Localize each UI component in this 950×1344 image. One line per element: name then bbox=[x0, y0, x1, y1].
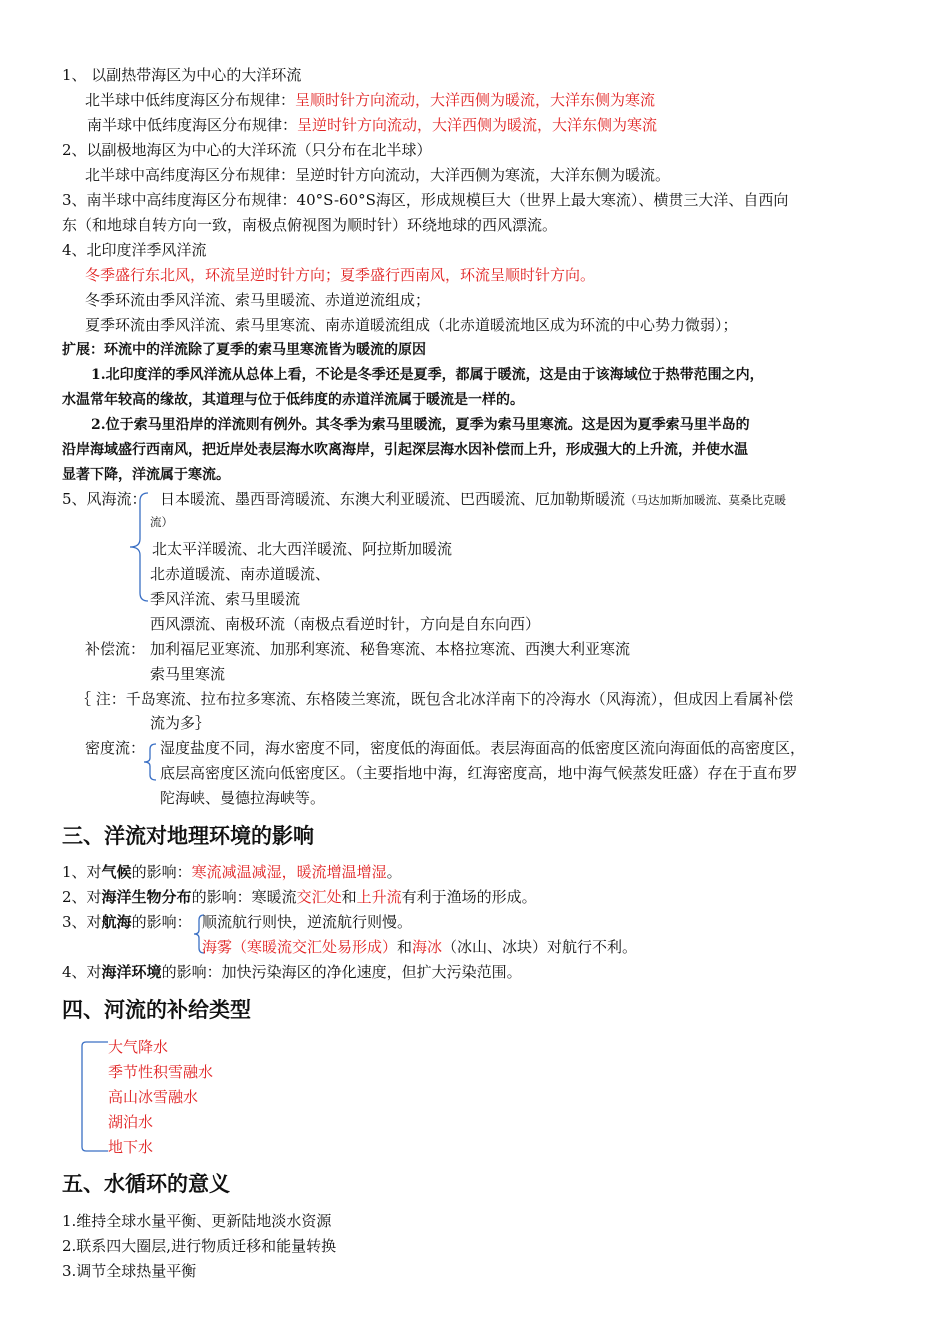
river-supply-item: 湖泊水 bbox=[108, 1113, 154, 1131]
effect-env-topic: 海洋环境 bbox=[101, 963, 162, 981]
note-line-2: 流为多｝ bbox=[150, 714, 211, 732]
effect-nav-prefix: 3、对 bbox=[62, 913, 102, 931]
note-line-1: ｛ 注：千岛寒流、拉布拉多寒流、东格陵兰寒流，既包含北冰洋南下的冷海水（风海流），但成因上看属补偿 bbox=[76, 690, 794, 708]
section-4-heading: 四、河流的补给类型 bbox=[62, 998, 251, 1022]
item-1-south-rule: 呈逆时针方向流动，大洋西侧为暖流，大洋东侧为寒流 bbox=[297, 116, 658, 134]
wind-current-brace bbox=[126, 491, 150, 603]
item-4-monsoon-rule: 冬季盛行东北风，环流呈逆时针方向；夏季盛行西南风，环流呈顺时针方向。 bbox=[85, 266, 596, 284]
effect-marine-convergence: 交汇处 bbox=[296, 888, 342, 906]
effect-nav-hazards bbox=[202, 936, 637, 958]
item-1-north-label: 北半球中低纬度海区分布规律： bbox=[85, 91, 296, 109]
effect-climate-topic: 气候 bbox=[101, 863, 132, 881]
effect-nav-and: 和 bbox=[397, 938, 413, 956]
item-3-line-2: 东（和地球自转方向一致，南极点俯视图为顺时针）环绕地球的西风漂流。 bbox=[62, 216, 558, 234]
river-supply-item: 季节性积雪融水 bbox=[108, 1063, 214, 1081]
effect-navigation bbox=[62, 911, 192, 933]
river-supply-bracket bbox=[78, 1040, 110, 1155]
effect-marine-mid: 的影响：寒暖流 bbox=[191, 888, 297, 906]
water-cycle-item: 1.维持全球水量平衡、更新陆地淡水资源 bbox=[62, 1212, 332, 1230]
compensation-row-2: 索马里寒流 bbox=[150, 665, 226, 683]
item-4-summer: 夏季环流由季风洋流、索马里寒流、南赤道暖流组成（北赤道暖流地区成为环流的中心势力微弱）； bbox=[85, 316, 738, 334]
effect-nav-mid: 的影响： bbox=[131, 913, 192, 931]
extension-p2-line-2: 沿岸海域盛行西南风，把近岸处表层海水吹离海岸，引起深层海水因补偿而上升，形成强大的上升流，并使水温 bbox=[62, 442, 748, 458]
water-cycle-item: 2.联系四大圈层,进行物质迁移和能量转换 bbox=[62, 1237, 337, 1255]
compensation-label: 补偿流： bbox=[85, 640, 146, 658]
extension-p2-line-3: 显著下降，洋流属于寒流。 bbox=[62, 467, 230, 483]
extension-p1-line-1: 1.北印度洋的季风洋流从总体上看，不论是冬季还是夏季，都属于暖流，这是由于该海域位于热带范围之内， bbox=[91, 367, 764, 383]
item-5-label: 5、风海流： bbox=[62, 490, 147, 508]
extension-title: 扩展：环流中的洋流除了夏季的索马里寒流皆为暖流的原因 bbox=[62, 342, 426, 358]
water-cycle-item: 3.调节全球热量平衡 bbox=[62, 1262, 197, 1280]
wind-current-row-5: 西风漂流、南极环流（南极点看逆时针，方向是自东向西） bbox=[150, 615, 541, 633]
effect-marine-and: 和 bbox=[341, 888, 357, 906]
effect-nav-speed: 顺流航行则快，逆流航行则慢。 bbox=[202, 913, 413, 931]
effect-nav-topic: 航海 bbox=[101, 913, 132, 931]
density-line-1: 湿度盐度不同，海水密度不同，密度低的海面低。表层海面高的低密度区流向海面低的高密度区， bbox=[160, 739, 806, 757]
wind-current-row-3: 北赤道暖流、南赤道暖流、 bbox=[150, 565, 331, 583]
effect-marine-upwelling: 上升流 bbox=[356, 888, 402, 906]
density-line-2: 底层高密度区流向低密度区。（主要指地中海，红海密度高，地中海气候蒸发旺盛）存在于直布罗 bbox=[160, 764, 798, 782]
section-3-heading: 三、洋流对地理环境的影响 bbox=[62, 824, 314, 848]
river-supply-item: 高山冰雪融水 bbox=[108, 1088, 199, 1106]
effect-climate-text: 寒流减温减湿，暖流增温增湿 bbox=[191, 863, 387, 881]
wind-current-row-1 bbox=[160, 488, 786, 511]
item-2-title: 2、以副极地海区为中心的大洋环流（只分布在北半球） bbox=[62, 141, 432, 159]
wind-current-note: （马达加斯加暖流、莫桑比克暖 bbox=[625, 493, 787, 507]
item-1-south-label: 南半球中低纬度海区分布规律： bbox=[87, 116, 298, 134]
density-line-3: 陀海峡、曼德拉海峡等。 bbox=[160, 789, 326, 807]
effect-nav-fog: 海雾（寒暖流交汇处易形成） bbox=[202, 938, 398, 956]
item-3-line-1: 3、南半球中高纬度海区分布规律：40°S-60°S海区，形成规模巨大（世界上最大寒流）、横贯三大洋、自西向 bbox=[62, 191, 789, 209]
wind-current-note-cont: 流） bbox=[150, 515, 173, 529]
section-5-heading: 五、水循环的意义 bbox=[62, 1172, 230, 1196]
effect-marine-end: 有利于渔场的形成。 bbox=[401, 888, 537, 906]
item-4-winter: 冬季环流由季风洋流、索马里暖流、赤道逆流组成； bbox=[85, 291, 431, 309]
effect-climate-prefix: 1、对 bbox=[62, 863, 102, 881]
density-label: 密度流： bbox=[85, 739, 146, 757]
effect-climate-mid: 的影响： bbox=[131, 863, 192, 881]
item-1-south bbox=[87, 114, 657, 136]
item-1-north bbox=[85, 89, 655, 111]
item-1-north-rule: 呈顺时针方向流动，大洋西侧为暖流，大洋东侧为寒流 bbox=[295, 91, 656, 109]
effect-nav-ice: 海冰 bbox=[412, 938, 443, 956]
compensation-row-1: 加利福尼亚寒流、加那利寒流、秘鲁寒流、本格拉寒流、西澳大利亚寒流 bbox=[150, 640, 631, 658]
density-brace bbox=[142, 742, 158, 782]
river-supply-item: 大气降水 bbox=[108, 1038, 169, 1056]
effect-marine-prefix: 2、对 bbox=[62, 888, 102, 906]
effect-env-prefix: 4、对 bbox=[62, 963, 102, 981]
effect-marine-topic: 海洋生物分布 bbox=[101, 888, 192, 906]
wind-current-row-2: 北太平洋暖流、北大西洋暖流、阿拉斯加暖流 bbox=[152, 540, 453, 558]
wind-current-row-4: 季风洋流、索马里暖流 bbox=[150, 590, 301, 608]
effect-climate bbox=[62, 861, 402, 883]
item-2-rule: 北半球中高纬度海区分布规律：呈逆时针方向流动，大洋西侧为寒流，大洋东侧为暖流。 bbox=[85, 166, 671, 184]
effect-marine-life bbox=[62, 886, 537, 908]
extension-p2-line-1: 2.位于索马里沿岸的洋流则有例外。其冬季为索马里暖流，夏季为索马里寒流。这是因为夏季索马里半岛的 bbox=[91, 417, 750, 433]
extension-p1-line-2: 水温常年较高的缘故，其道理与位于低纬度的赤道洋流属于暖流是一样的。 bbox=[62, 392, 524, 408]
item-1-title: 1、 以副热带海区为中心的大洋环流 bbox=[62, 66, 302, 84]
effect-environment bbox=[62, 961, 522, 983]
river-supply-item: 地下水 bbox=[108, 1138, 154, 1156]
wind-current-warm-list: 日本暖流、墨西哥湾暖流、东澳大利亚暖流、巴西暖流、厄加勒斯暖流 bbox=[160, 490, 626, 508]
effect-climate-end: 。 bbox=[386, 863, 402, 881]
item-4-title: 4、北印度洋季风洋流 bbox=[62, 241, 207, 259]
effect-nav-end: （冰山、冰块）对航行不利。 bbox=[442, 938, 638, 956]
effect-env-text: 的影响：加快污染海区的净化速度，但扩大污染范围。 bbox=[161, 963, 522, 981]
